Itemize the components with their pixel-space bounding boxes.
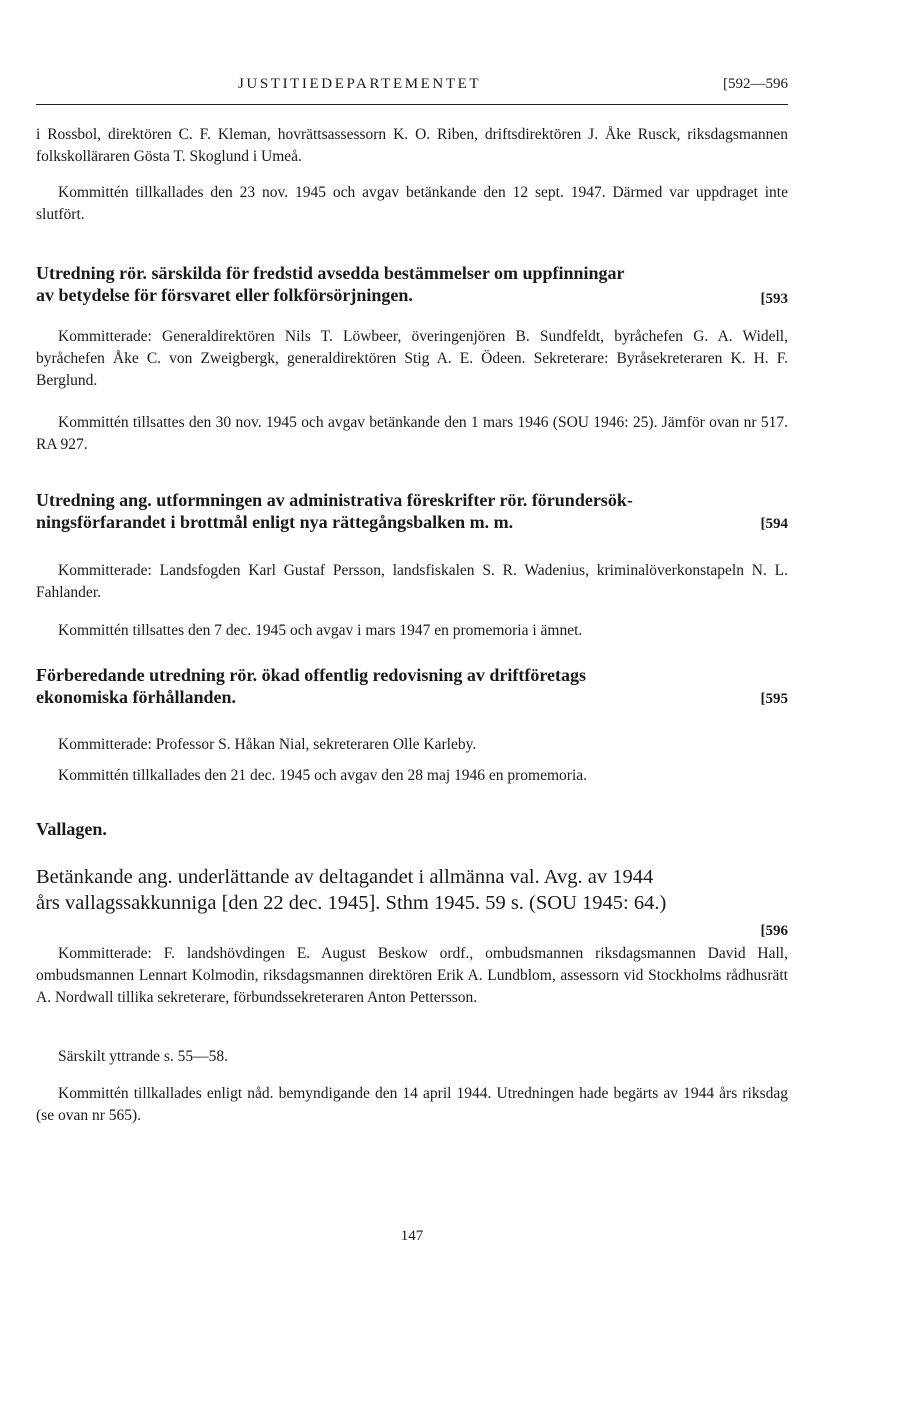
entry-594-heading — [36, 489, 788, 533]
intro-paragraph: i Rossbol, direktören C. F. Kleman, hovrättsassessorn K. O. Riben, driftsdirektören J. Åke Rusck, riksdagsmannen folkskolläraren Gösta T. Skoglund i Umeå. — [36, 126, 788, 165]
entry-593-heading — [36, 262, 788, 306]
entry-reference: [595 — [760, 691, 788, 707]
entry-reference: [596 — [760, 923, 788, 939]
heading-line: Utredning ang. utformningen av administrativa föreskrifter rör. förundersök- — [36, 490, 633, 510]
section-members: Kommitterade: F. landshövdingen E. August Beskow ordf., ombudsmannen riksdagsmannen David Hall, ombudsmannen Lennart Kolmodin, riksdagsmannen direktören Erik A. Lundblom, assessorn vid Stockholms rådhusrätt A. Nordwall tillika sekreterare, förbundssekreteraren Anton Pettersson. — [36, 945, 788, 1006]
heading-line: ningsförfarandet i brottmål enligt nya rättegångsbalken m. m. — [36, 512, 514, 532]
entry-594-note: Kommittén tillsattes den 7 dec. 1945 och avgav i mars 1947 en promemoria i ämnet. — [58, 622, 583, 639]
header-title: JUSTITIEDEPARTEMENTET — [238, 76, 482, 92]
running-header — [36, 76, 788, 98]
section-note: Kommittén tillkallades enligt nåd. bemyndigande den 14 april 1944. Utredningen hade begärts av 1944 års riksdag (se ovan nr 565). — [36, 1085, 788, 1124]
entry-594-members: Kommitterade: Landsfogden Karl Gustaf Persson, landsfiskalen S. R. Wadenius, kriminalöverkonstapeln N. L. Fahlander. — [36, 562, 788, 601]
heading-line: Förberedande utredning rör. ökad offentlig redovisning av driftföretags — [36, 665, 587, 685]
document-page — [36, 0, 788, 1410]
header-rule — [36, 104, 788, 105]
entry-595-heading — [36, 664, 788, 708]
entry-595-note: Kommittén tillkallades den 21 dec. 1945 och avgav den 28 maj 1946 en promemoria. — [58, 767, 588, 784]
special-statement: Särskilt yttrande s. 55—58. — [58, 1048, 229, 1065]
citation-line: års vallagssakkunniga [den 22 dec. 1945]. Sthm 1945. 59 s. (SOU 1945: 64.) — [36, 892, 667, 914]
heading-line: Utredning rör. särskilda för fredstid avsedda bestämmelser om uppfinningar — [36, 263, 625, 283]
report-citation — [36, 864, 788, 939]
citation-line: Betänkande ang. underlättande av deltagandet i allmänna val. Avg. av 1944 — [36, 866, 654, 888]
header-range: [592—596 — [723, 76, 788, 92]
page-number: 147 — [400, 1228, 424, 1244]
entry-593-members: Kommitterade: Generaldirektören Nils T. Löwbeer, överingenjören B. Sundfeldt, byråchefen G. A. Widell, byråchefen Åke C. von Zweigbergk, generaldirektören Stig A. E. Ödeen. Sekreterare: Byråsekreteraren K. H. F. Berglund. — [36, 328, 788, 389]
entry-reference: [593 — [760, 291, 788, 307]
intro-note: Kommittén tillkallades den 23 nov. 1945 och avgav betänkande den 12 sept. 1947. Därmed var uppdraget inte slutfört. — [36, 184, 788, 223]
entry-reference: [594 — [760, 516, 788, 532]
heading-line: ekonomiska förhållanden. — [36, 687, 237, 707]
entry-595-members: Kommitterade: Professor S. Håkan Nial, sekreteraren Olle Karleby. — [58, 736, 477, 753]
section-title: Vallagen. — [36, 819, 107, 839]
heading-line: av betydelse för försvaret eller folkförsörjningen. — [36, 285, 413, 305]
entry-593-note: Kommittén tillsattes den 30 nov. 1945 och avgav betänkande den 1 mars 1946 (SOU 1946: 25). Jämför ovan nr 517. RA 927. — [36, 414, 788, 453]
